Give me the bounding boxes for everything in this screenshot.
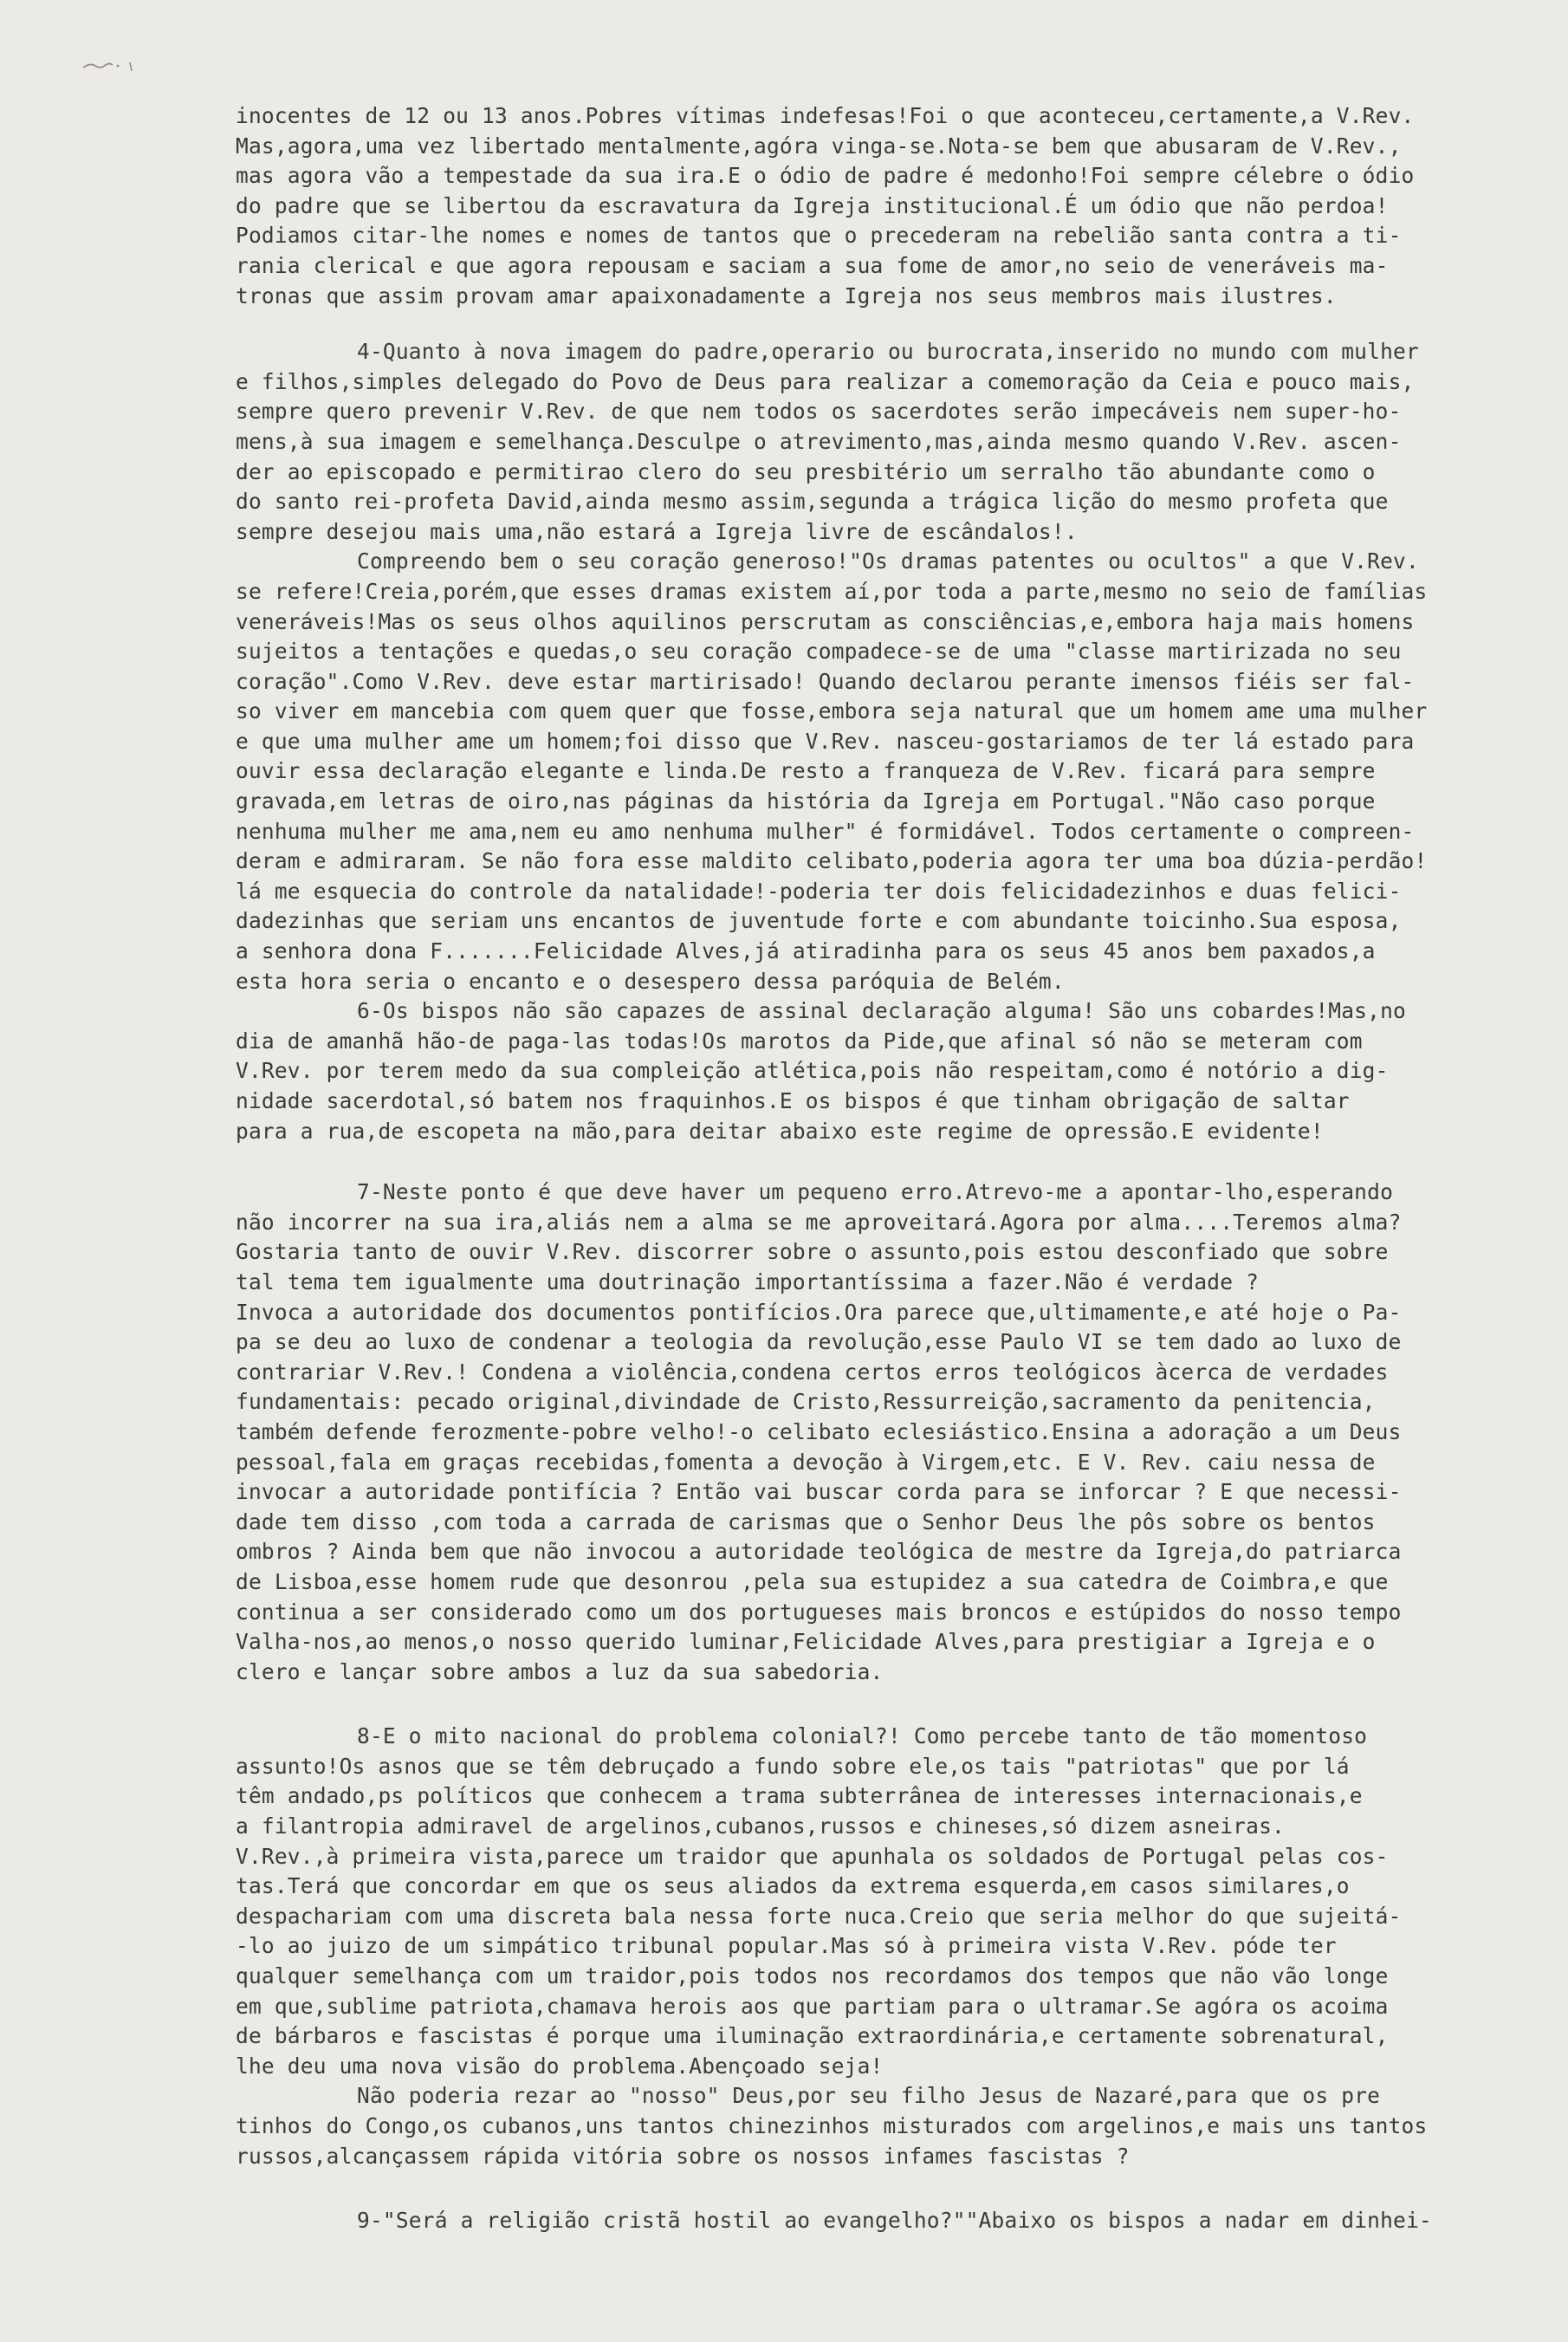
paragraph-9: [236, 2206, 1483, 2236]
paragraph-8b: [236, 2081, 1483, 2171]
text-line: russos,alcançassem rápida vitória sobre os nossos infames fascistas ?: [236, 2143, 1130, 2169]
text-line: de Lisboa,esse homem rude que desonrou ,pela sua estupidez a sua catedra de Coimbra,e que: [236, 1568, 1389, 1594]
text-line: de bárbaros e fascistas é porque uma iluminação extraordinária,e certamente sobrenatural,: [236, 2023, 1389, 2049]
text-line: despachariam com uma discreta bala nessa forte nuca.Creio que seria melhor do que sujeitá-: [236, 1903, 1402, 1929]
text-line: a filantropia admiravel de argelinos,cubanos,russos e chineses,só dizem asneiras.: [236, 1813, 1285, 1839]
text-line: contrariar V.Rev.! Condena a violência,condena certos erros teológicos àcerca de verdades: [236, 1359, 1389, 1385]
text-line: qualquer semelhança com um traidor,pois todos nos recordamos dos tempos que não vão longe: [236, 1963, 1389, 1989]
text-line: 4-Quanto à nova imagem do padre,operario ou burocrata,inserido no mundo com mulher: [357, 339, 1419, 365]
text-line: têm andado,ps políticos que conhecem a trama subterrânea de interesses internacionais,e: [236, 1783, 1363, 1809]
text-line: Gostaria tanto de ouvir V.Rev. discorrer sobre o assunto,pois estou desconfiado que sobre: [236, 1239, 1389, 1265]
paragraph-8: [236, 1722, 1483, 2081]
text-line: tronas que assim provam amar apaixonadamente a Igreja nos seus membros mais ilustres.: [236, 282, 1337, 308]
text-line: Invoca a autoridade dos documentos pontifícios.Ora parece que,ultimamente,e até hoje o Pa-: [236, 1299, 1402, 1325]
text-line: rania clerical e que agora repousam e saciam a sua fome de amor,no seio de veneráveis ma-: [236, 252, 1389, 278]
text-line: e filhos,simples delegado do Povo de Deus para realizar a comemoração da Ceia e pouco mais,: [236, 368, 1415, 394]
text-line: fundamentais: pecado original,divindade de Cristo,Ressurreição,sacramento da penitencia,: [236, 1389, 1376, 1415]
text-line: dia de amanhã hão-de paga-las todas!Os marotos da Pide,que afinal só não se meteram com: [236, 1028, 1363, 1054]
text-line: tal tema tem igualmente uma doutrinação importantíssima a fazer.Não é verdade ?: [236, 1268, 1260, 1294]
text-line: 8-E o mito nacional do problema colonial?! Como percebe tanto de tão momentoso: [357, 1723, 1368, 1749]
text-line: gravada,em letras de oiro,nas páginas da história da Igreja em Portugal."Não caso porque: [236, 788, 1376, 814]
text-line: dadezinhas que seriam uns encantos de juventude forte e com abundante toicinho.Sua esposa,: [236, 908, 1402, 934]
text-line: nidade sacerdotal,só batem nos fraquinhos.E os bispos é que tinham obrigação de saltar: [236, 1088, 1350, 1113]
text-line: Não poderia rezar ao "nosso" Deus,por seu filho Jesus de Nazaré,para que os pre: [357, 2083, 1381, 2109]
text-line: pessoal,fala em graças recebidas,fomenta a devoção à Virgem,etc. E V. Rev. caiu nessa de: [236, 1449, 1376, 1475]
text-line: continua a ser considerado como um dos portugueses mais broncos e estúpidos do nosso tempo: [236, 1599, 1402, 1625]
text-line: do padre que se libertou da escravatura da Igreja institucional.É um ódio que não perdoa!: [236, 192, 1389, 218]
text-line: 9-"Será a religião cristã hostil ao evangelho?""Abaixo os bispos a nadar em dinhei-: [357, 2208, 1432, 2234]
text-line: tas.Terá que concordar em que os seus aliados da extrema esquerda,em casos similares,o: [236, 1873, 1350, 1899]
text-line: também defende ferozmente-pobre velho!-o celibato eclesiástico.Ensina a adoração a um Deus: [236, 1418, 1402, 1444]
paragraph-5: [236, 547, 1483, 996]
text-line: assunto!Os asnos que se têm debruçado a fundo sobre ele,os tais "patriotas" que por lá: [236, 1753, 1350, 1779]
text-line: so viver em mancebia com quem quer que fosse,embora seja natural que um homem ame uma mulher: [236, 698, 1428, 724]
text-line: ombros ? Ainda bem que não invocou a autoridade teológica de mestre da Igreja,do patriarca: [236, 1539, 1402, 1565]
paragraph-6: [236, 996, 1483, 1146]
text-line: V.Rev. por terem medo da sua compleição atlética,pois não respeitam,como é notório a dig-: [236, 1058, 1389, 1084]
text-line: não incorrer na sua ira,aliás nem a alma se me aproveitará.Agora por alma....Teremos alma?: [236, 1209, 1402, 1235]
text-line: lá me esquecia do controle da natalidade!-poderia ter dois felicidadezinhos e duas felici-: [236, 878, 1402, 904]
text-line: do santo rei-profeta David,ainda mesmo assim,segunda a trágica lição do mesmo profeta que: [236, 489, 1389, 515]
text-line: coração".Como V.Rev. deve estar martirisado! Quando declarou perante imensos fiéis ser fal-: [236, 668, 1415, 694]
text-line: invocar a autoridade pontifícia ? Então vai buscar corda para se inforcar ? E que necessi-: [236, 1479, 1402, 1505]
paragraph-intro: [236, 101, 1483, 311]
text-line: 7-Neste ponto é que deve haver um pequeno erro.Atrevo-me a apontar-lho,esperando: [357, 1179, 1394, 1205]
text-line: sujeitos a tentações e quedas,o seu coração compadece-se de uma "classe martirizada no seu: [236, 639, 1402, 665]
text-line: ouvir essa declaração elegante e linda.De resto a franqueza de V.Rev. ficará para sempre: [236, 758, 1376, 784]
text-line: pa se deu ao luxo de condenar a teologia da revolução,esse Paulo VI se tem dado ao luxo de: [236, 1329, 1402, 1355]
text-line: nenhuma mulher me ama,nem eu amo nenhuma mulher" é formidável. Todos certamente o compreen-: [236, 818, 1415, 844]
handwritten-mark: [80, 54, 166, 75]
text-line: mens,à sua imagem e semelhança.Desculpe o atrevimento,mas,ainda mesmo quando V.Rev. ascen-: [236, 428, 1402, 454]
text-line: -lo ao juizo de um simpático tribunal popular.Mas só à primeira vista V.Rev. póde ter: [236, 1933, 1337, 1959]
text-line: e que uma mulher ame um homem;foi disso que V.Rev. nasceu-gostariamos de ter lá estado para: [236, 728, 1415, 754]
text-line: sempre quero prevenir V.Rev. de que nem todos os sacerdotes serão impecáveis nem super-ho-: [236, 399, 1402, 425]
text-line: esta hora seria o encanto e o desespero dessa paróquia de Belém.: [236, 968, 1065, 994]
text-line: inocentes de 12 ou 13 anos.Pobres vítimas indefesas!Foi o que aconteceu,certamente,a V.Rev.: [236, 103, 1415, 128]
text-line: sempre desejou mais uma,não estará a Igreja livre de escândalos!.: [236, 518, 1078, 544]
text-line: clero e lançar sobre ambos a luz da sua sabedoria.: [236, 1658, 884, 1684]
paragraph-7: [236, 1177, 1483, 1687]
text-line: Valha-nos,ao menos,o nosso querido luminar,Felicidade Alves,para prestigiar a Igreja e o: [236, 1629, 1376, 1655]
text-line: para a rua,de escopeta na mão,para deitar abaixo este regime de opressão.E evidente!: [236, 1118, 1324, 1144]
text-line: lhe deu uma nova visão do problema.Abençoado seja!: [236, 2053, 884, 2079]
text-line: a senhora dona F.......Felicidade Alves,já atiradinha para os seus 45 anos bem paxados,a: [236, 938, 1376, 964]
text-line: V.Rev.,à primeira vista,parece um traidor que apunhala os soldados de Portugal pelas cos-: [236, 1843, 1389, 1869]
paragraph-4: [236, 337, 1483, 547]
text-line: em que,sublime patriota,chamava herois aos que partiam para o ultramar.Se agóra os acoima: [236, 1993, 1389, 2019]
text-line: Mas,agora,uma vez libertado mentalmente,agóra vinga-se.Nota-se bem que abusaram de V.Rev.,: [236, 133, 1402, 159]
text-line: tinhos do Congo,os cubanos,uns tantos chinezinhos misturados com argelinos,e mais uns tantos: [236, 2113, 1428, 2138]
text-line: se refere!Creia,porém,que esses dramas existem aí,por toda a parte,mesmo no seio de famílias: [236, 578, 1428, 604]
text-line: deram e admiraram. Se não fora esse maldito celibato,poderia agora ter uma boa dúzia-perdão!: [236, 848, 1428, 874]
text-line: dade tem disso ,com toda a carrada de carismas que o Senhor Deus lhe pôs sobre os bentos: [236, 1508, 1376, 1534]
text-line: veneráveis!Mas os seus olhos aquilinos perscrutam as consciências,e,embora haja mais homens: [236, 608, 1415, 634]
text-line: Podiamos citar-lhe nomes e nomes de tantos que o precederam na rebelião santa contra a ti-: [236, 223, 1402, 249]
text-line: Compreendo bem o seu coração generoso!"Os dramas patentes ou ocultos" a que V.Rev.: [357, 548, 1419, 574]
text-line: der ao episcopado e permitirao clero do seu presbitério um serralho tão abundante como o: [236, 458, 1376, 484]
text-line: 6-Os bispos não são capazes de assinal declaração alguma! São uns cobardes!Mas,no: [357, 998, 1406, 1024]
typewritten-text: [236, 101, 1483, 2236]
text-line: mas agora vão a tempestade da sua ira.E o ódio de padre é medonho!Foi sempre célebre o ódio: [236, 163, 1415, 189]
